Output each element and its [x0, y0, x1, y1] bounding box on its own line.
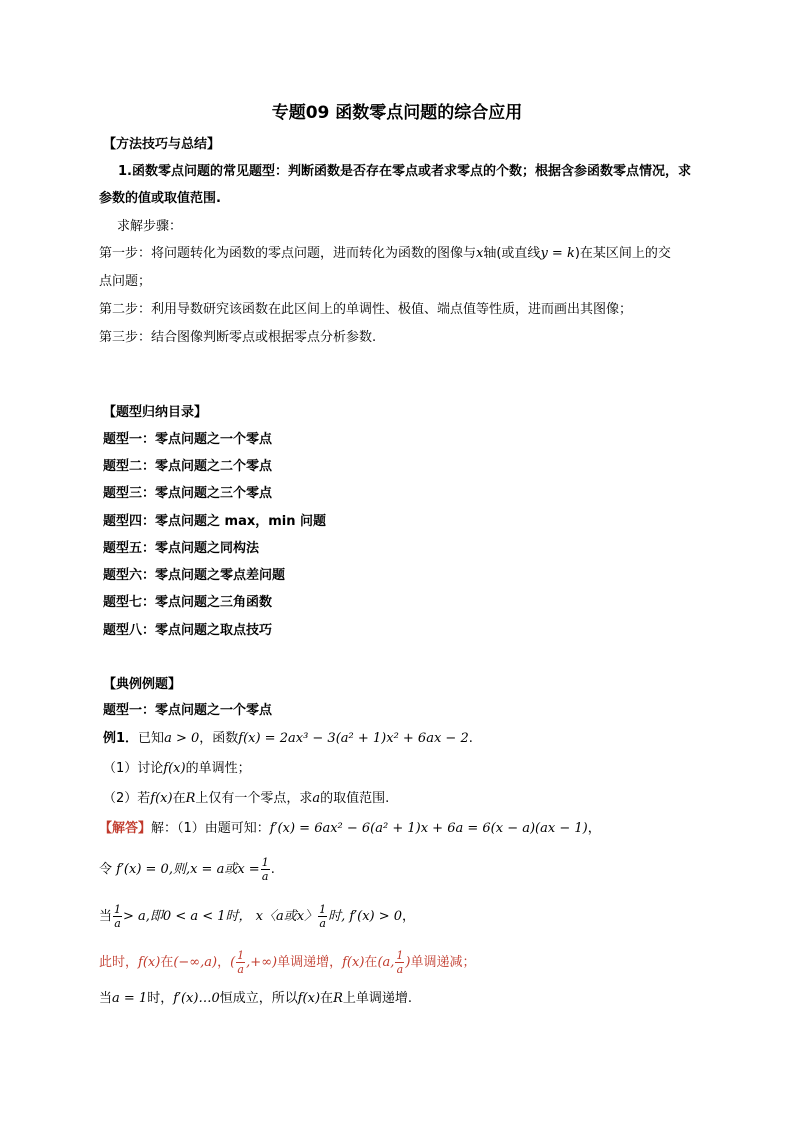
red-interval-2-close: ,+∞)	[246, 955, 278, 970]
answer-end: ，	[587, 821, 601, 836]
example1-statement	[103, 730, 473, 748]
fraction-numerator: 1	[114, 903, 122, 916]
example1-function: f(x) = 2ax³ − 3(a² + 1)x² + 6ax − 2	[238, 731, 469, 746]
page-title: 专题09 函数零点问题的综合应用	[271, 103, 523, 123]
step2-line: 第二步：利用导数研究该函数在此区间上的单调性、极值、端点值等性质，进而画出其图像；	[99, 302, 633, 317]
red-monotonic-line	[99, 950, 476, 975]
example-type-heading: 题型一：零点问题之一个零点	[103, 703, 273, 718]
fraction-1-over-a	[236, 950, 245, 975]
question2-text-d: 的取值范围.	[320, 791, 390, 806]
red-text-b: 在	[160, 955, 174, 970]
fraction-numerator: 1	[237, 949, 245, 962]
example1-text-a: 已知	[138, 731, 165, 746]
red-text-f: 单调递减；	[410, 955, 476, 970]
catalog-item: 题型一：零点问题之一个零点	[103, 432, 273, 447]
fraction-1-over-a	[261, 857, 270, 882]
red-fx: f(x)	[138, 955, 161, 970]
catalog-item: 题型七：零点问题之三角函数	[103, 595, 273, 610]
when2-R: R	[333, 991, 343, 1006]
red-text-e: 在	[364, 955, 378, 970]
let-text-a: 令	[99, 862, 113, 877]
when1-text-a: 当	[99, 909, 113, 924]
red-text-d: 单调递增，	[277, 955, 343, 970]
fraction-1-over-a	[318, 904, 327, 929]
red-interval-3-open: (a,	[377, 955, 395, 970]
question2-fx: f(x)	[150, 791, 173, 806]
answer-derivative: f′(x) = 6ax² − 6(a² + 1)x + 6a = 6(x − a)(ax − 1)	[269, 821, 588, 836]
catalog-item: 题型三：零点问题之三个零点	[103, 486, 273, 501]
section-catalog-heading: 【题型归纳目录】	[103, 405, 208, 420]
when2-text-e: 上单调递增.	[342, 991, 412, 1006]
section-method-heading: 【方法技巧与总结】	[103, 137, 221, 152]
red-text-c: ，	[217, 955, 231, 970]
step1-line2: 点问题；	[99, 274, 152, 289]
red-interval-1: (−∞,a)	[173, 955, 218, 970]
question2	[103, 790, 389, 808]
question2-text-c: 上仅有一个零点，求	[195, 791, 313, 806]
answer-label: 【解答】	[99, 821, 152, 836]
question2-text-a: （2）若	[103, 791, 151, 806]
fraction-numerator: 1	[319, 903, 327, 916]
fraction-1-over-a	[113, 904, 122, 929]
step3-line: 第三步：结合图像判断零点或根据零点分析参数.	[99, 330, 377, 345]
when2-fx: f(x)	[297, 991, 321, 1006]
when1-end: ，	[402, 909, 416, 924]
catalog-item: 题型五：零点问题之同构法	[103, 541, 260, 556]
red-interval-2-open: (	[230, 955, 236, 970]
when2-condition: a = 1	[112, 991, 148, 1006]
example1-label: 例1．	[103, 731, 139, 746]
answer-text-a: 解：（1）由题可知：	[151, 821, 270, 836]
step1-text-c: )在某区间上的交	[574, 246, 671, 261]
catalog-item: 题型六：零点问题之零点差问题	[103, 568, 286, 583]
question2-text-b: 在	[172, 791, 186, 806]
question1-text-a: （1）讨论	[103, 761, 164, 776]
fraction-denominator: a	[396, 963, 404, 976]
when1-line	[99, 904, 415, 929]
when1-derivative: 时, f′(x) > 0	[328, 909, 403, 924]
fraction-denominator: a	[261, 870, 269, 883]
step1-text-b: 轴(或直线	[483, 246, 541, 261]
let-end: .	[270, 862, 275, 877]
let-line	[99, 857, 275, 882]
question2-R: R	[185, 791, 196, 806]
when2-text-a: 当	[99, 991, 113, 1006]
example1-end: .	[468, 731, 473, 746]
red-interval-3-close: )	[405, 955, 411, 970]
catalog-item: 题型二：零点问题之二个零点	[103, 459, 273, 474]
question1-fx: f(x)	[163, 761, 186, 776]
step1-x: x	[476, 246, 484, 261]
red-text-a: 此时，	[99, 955, 139, 970]
question2-a: a	[312, 791, 321, 806]
fraction-denominator: a	[114, 917, 121, 930]
method-point1-line1: 1.函数零点问题的常见题型：判断函数是否存在零点或者求零点的个数；根据含参函数零点情况，求	[118, 164, 691, 179]
fraction-numerator: 1	[261, 856, 269, 869]
step1-line1	[99, 245, 671, 263]
catalog-item: 题型八：零点问题之取点技巧	[103, 623, 273, 638]
section-examples-heading: 【典例例题】	[103, 677, 182, 692]
fraction-denominator: a	[319, 917, 326, 930]
catalog-item: 题型四：零点问题之 max，min 问题	[103, 514, 327, 529]
step1-eq: y = k	[540, 246, 575, 261]
when2-derivative: f′(x)…0	[173, 991, 220, 1006]
let-equation: f′(x) = 0,则,x = a或x =	[116, 862, 260, 877]
method-point1-line2: 参数的值或取值范围.	[99, 191, 221, 206]
when1-interval: x〈a或x〉	[255, 909, 318, 924]
fraction-numerator: 1	[396, 949, 404, 962]
question1	[103, 760, 251, 778]
red-fx-2: f(x)	[342, 955, 365, 970]
fraction-denominator: a	[237, 963, 244, 976]
when2-text-d: 在	[320, 991, 334, 1006]
when2-text-c: 恒成立，所以	[219, 991, 298, 1006]
when2-line	[99, 990, 412, 1008]
question1-text-b: 的单调性；	[185, 761, 251, 776]
steps-label: 求解步骤：	[117, 219, 183, 234]
when1-condition: > a,即0 < a < 1时，	[123, 909, 252, 924]
example1-text-b: ，函数	[199, 731, 239, 746]
step1-text-a: 第一步：将问题转化为函数的零点问题，进而转化为函数的图像与	[99, 246, 477, 261]
when2-text-b: 时，	[147, 991, 174, 1006]
fraction-1-over-a	[395, 950, 404, 975]
example1-condition: a > 0	[164, 731, 200, 746]
answer-line	[99, 820, 601, 838]
